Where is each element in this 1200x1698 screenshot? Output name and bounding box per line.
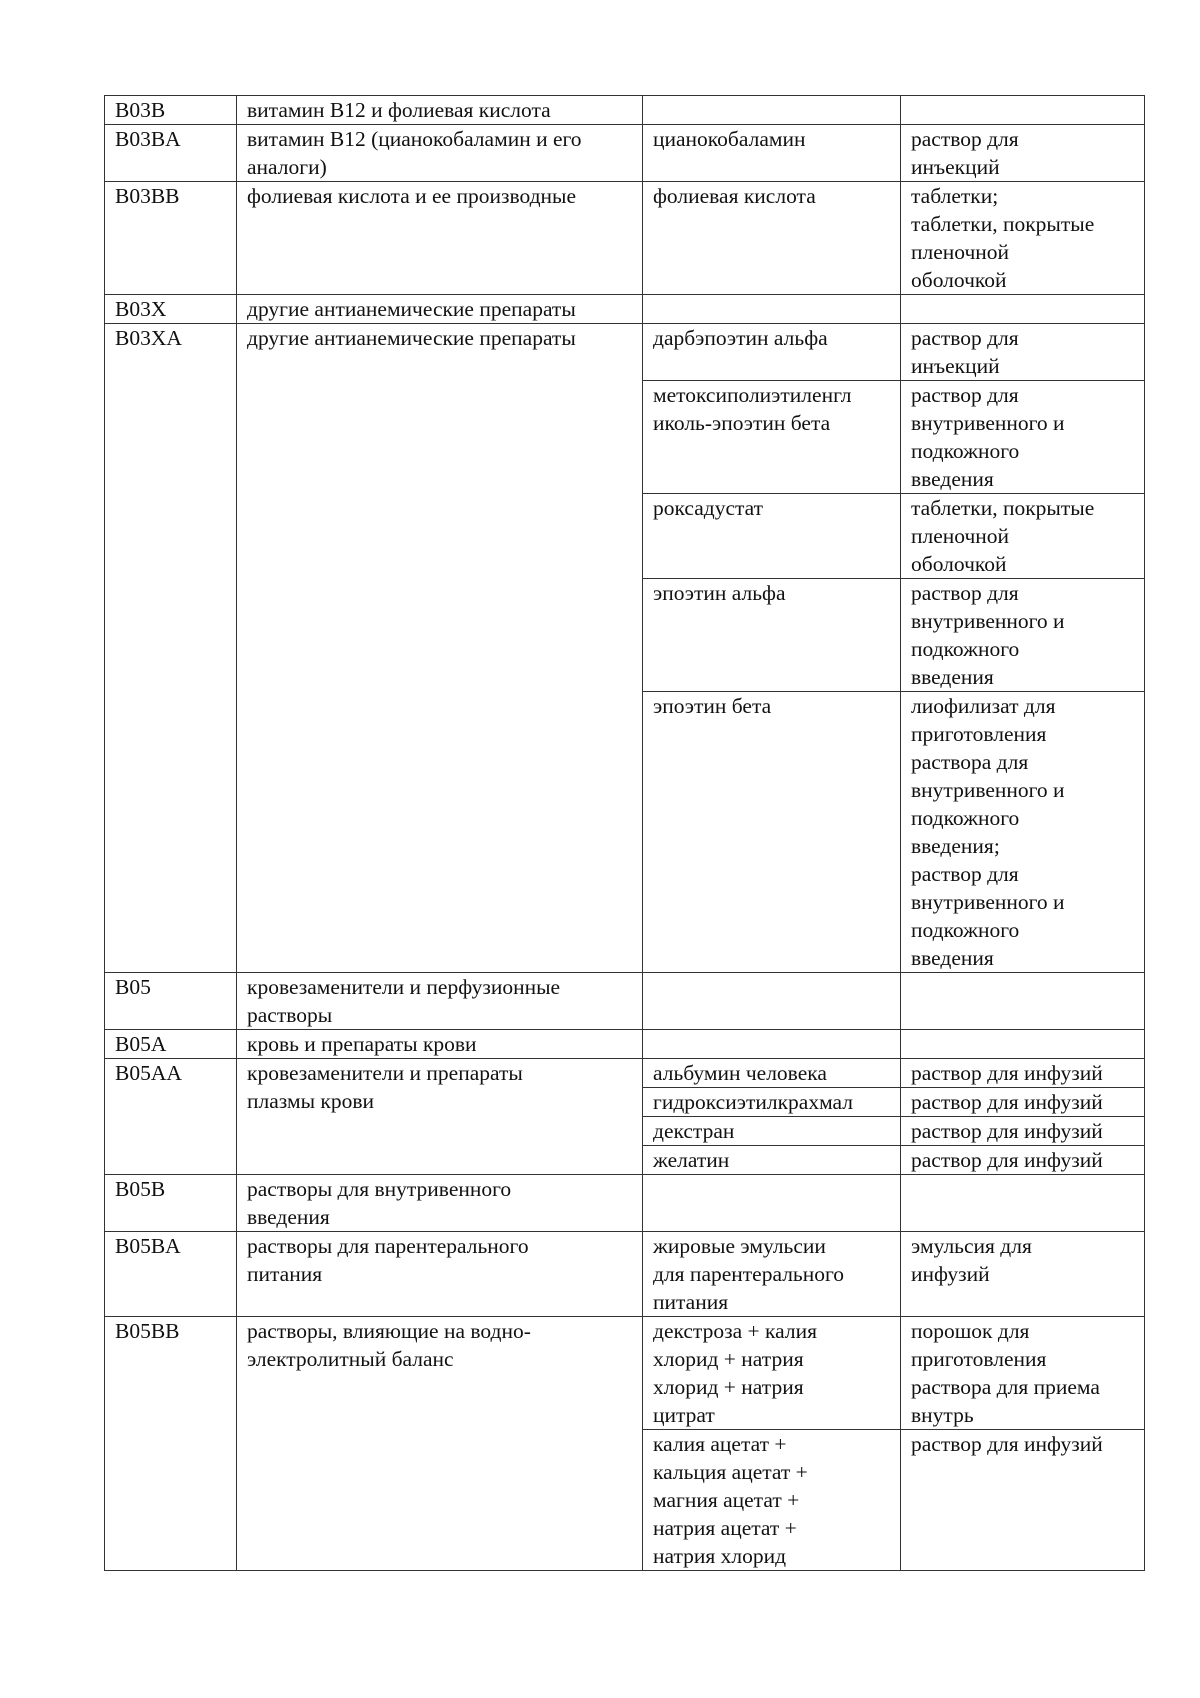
- dosage-form-cell: [901, 1030, 1145, 1059]
- atc-code-cell: B03XA: [105, 324, 237, 973]
- dosage-form-cell: раствор для инъекций: [901, 324, 1145, 381]
- pharmacological-group-cell: другие антианемические препараты: [237, 295, 643, 324]
- drug-classification-table: [104, 95, 1145, 1571]
- drug-name-cell: [643, 1030, 901, 1059]
- atc-code-cell: B03BA: [105, 125, 237, 182]
- pharmacological-group-cell: витамин B12 (цианокобаламин и его аналоги): [237, 125, 643, 182]
- drug-name-cell: дарбэпоэтин альфа: [643, 324, 901, 381]
- atc-code-cell: B05B: [105, 1175, 237, 1232]
- drug-name-cell: декстроза + калия хлорид + натрия хлорид + натрия цитрат: [643, 1317, 901, 1430]
- drug-name-cell: декстран: [643, 1117, 901, 1146]
- dosage-form-cell: порошок для приготовления раствора для приема внутрь: [901, 1317, 1145, 1430]
- dosage-form-cell: раствор для инфузий: [901, 1088, 1145, 1117]
- dosage-form-cell: [901, 96, 1145, 125]
- drug-name-cell: жировые эмульсии для парентерального питания: [643, 1232, 901, 1317]
- drug-name-cell: цианокобаламин: [643, 125, 901, 182]
- table-row: [105, 125, 1145, 182]
- pharmacological-group-cell: кровь и препараты крови: [237, 1030, 643, 1059]
- atc-code-cell: B05AA: [105, 1059, 237, 1175]
- dosage-form-cell: лиофилизат для приготовления раствора для внутривенного и подкожного введения; раствор для внутривенного и подкожного введения: [901, 692, 1145, 973]
- drug-name-cell: эпоэтин альфа: [643, 579, 901, 692]
- dosage-form-cell: раствор для инфузий: [901, 1146, 1145, 1175]
- atc-code-cell: B03X: [105, 295, 237, 324]
- dosage-form-cell: раствор для инфузий: [901, 1059, 1145, 1088]
- table-row: [105, 324, 1145, 381]
- drug-name-cell: желатин: [643, 1146, 901, 1175]
- table-row: [105, 96, 1145, 125]
- dosage-form-cell: таблетки, покрытые пленочной оболочкой: [901, 494, 1145, 579]
- table-row: [105, 1175, 1145, 1232]
- drug-name-cell: [643, 295, 901, 324]
- pharmacological-group-cell: фолиевая кислота и ее производные: [237, 182, 643, 295]
- atc-code-cell: B05A: [105, 1030, 237, 1059]
- dosage-form-cell: раствор для инфузий: [901, 1117, 1145, 1146]
- drug-name-cell: [643, 973, 901, 1030]
- dosage-form-cell: [901, 1175, 1145, 1232]
- dosage-form-cell: таблетки; таблетки, покрытые пленочной оболочкой: [901, 182, 1145, 295]
- dosage-form-cell: раствор для инъекций: [901, 125, 1145, 182]
- dosage-form-cell: раствор для инфузий: [901, 1430, 1145, 1571]
- atc-code-cell: B03BB: [105, 182, 237, 295]
- table-row: [105, 1317, 1145, 1430]
- pharmacological-group-cell: кровезаменители и препараты плазмы крови: [237, 1059, 643, 1175]
- pharmacological-group-cell: растворы, влияющие на водно- электролитный баланс: [237, 1317, 643, 1571]
- drug-name-cell: фолиевая кислота: [643, 182, 901, 295]
- table-row: [105, 1030, 1145, 1059]
- pharmacological-group-cell: кровезаменители и перфузионные растворы: [237, 973, 643, 1030]
- pharmacological-group-cell: растворы для внутривенного введения: [237, 1175, 643, 1232]
- atc-code-cell: B05: [105, 973, 237, 1030]
- table-body: [105, 96, 1145, 1571]
- pharmacological-group-cell: витамин B12 и фолиевая кислота: [237, 96, 643, 125]
- dosage-form-cell: [901, 295, 1145, 324]
- drug-name-cell: калия ацетат + кальция ацетат + магния ацетат + натрия ацетат + натрия хлорид: [643, 1430, 901, 1571]
- table-row: [105, 1232, 1145, 1317]
- drug-name-cell: альбумин человека: [643, 1059, 901, 1088]
- atc-code-cell: B03B: [105, 96, 237, 125]
- dosage-form-cell: эмульсия для инфузий: [901, 1232, 1145, 1317]
- drug-name-cell: [643, 96, 901, 125]
- drug-name-cell: эпоэтин бета: [643, 692, 901, 973]
- atc-code-cell: B05BA: [105, 1232, 237, 1317]
- dosage-form-cell: раствор для внутривенного и подкожного введения: [901, 381, 1145, 494]
- drug-name-cell: метоксиполиэтиленгл иколь-эпоэтин бета: [643, 381, 901, 494]
- drug-name-cell: [643, 1175, 901, 1232]
- table-row: [105, 1059, 1145, 1088]
- pharmacological-group-cell: другие антианемические препараты: [237, 324, 643, 973]
- drug-name-cell: роксадустат: [643, 494, 901, 579]
- dosage-form-cell: [901, 973, 1145, 1030]
- pharmacological-group-cell: растворы для парентерального питания: [237, 1232, 643, 1317]
- table-row: [105, 182, 1145, 295]
- drug-name-cell: гидроксиэтилкрахмал: [643, 1088, 901, 1117]
- table-row: [105, 973, 1145, 1030]
- table-row: [105, 295, 1145, 324]
- dosage-form-cell: раствор для внутривенного и подкожного введения: [901, 579, 1145, 692]
- atc-code-cell: B05BB: [105, 1317, 237, 1571]
